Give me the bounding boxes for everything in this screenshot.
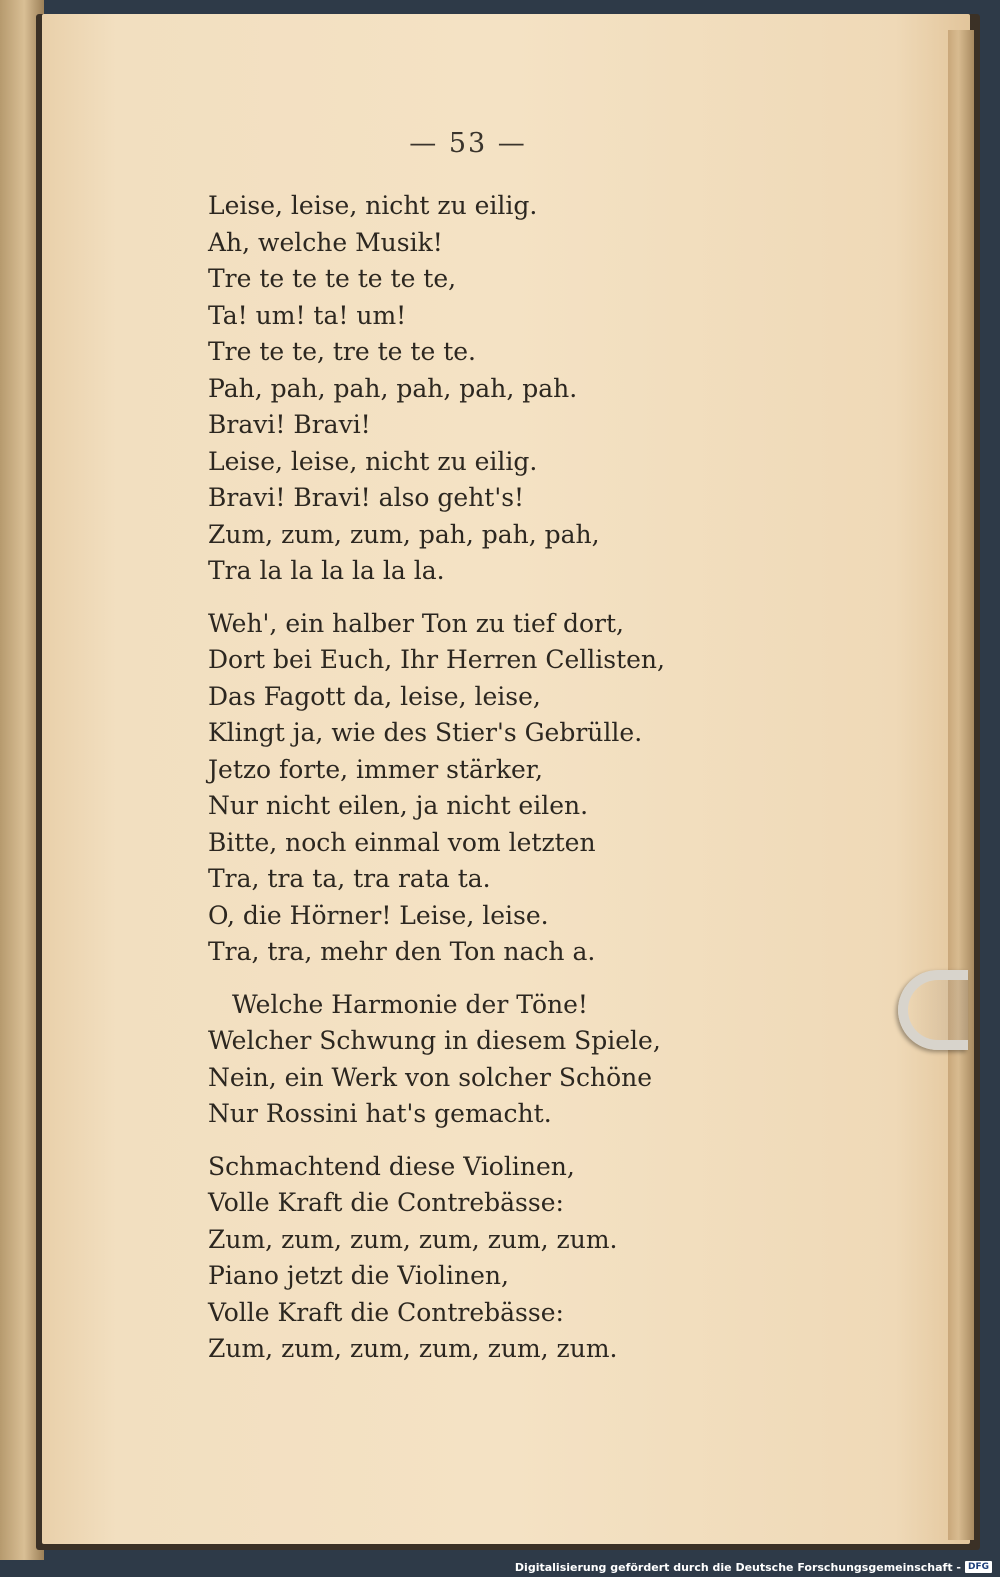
poem-line: Dort bei Euch, Ihr Herren Cellisten, bbox=[208, 645, 665, 674]
poem-line: Welcher Schwung in diesem Spiele, bbox=[208, 1026, 661, 1055]
stanza-4 bbox=[208, 1149, 928, 1368]
poem-line: Bitte, noch einmal vom letzten bbox=[208, 827, 596, 857]
poem-line: Tra, tra, mehr den Ton nach a. bbox=[208, 937, 596, 966]
poem-line: Nur Rossini hat's gemacht. bbox=[208, 1099, 552, 1128]
poem-line: O, die Hörner! Leise, leise. bbox=[208, 900, 549, 930]
digitization-credit bbox=[515, 1559, 992, 1575]
poem-line: Welche Harmonie der Töne! bbox=[232, 989, 588, 1019]
poem-line: Das Fagott da, leise, leise, bbox=[208, 681, 541, 711]
stanza-1 bbox=[208, 188, 928, 590]
stanza-2 bbox=[208, 606, 928, 971]
poem-line: Bravi! Bravi! bbox=[208, 410, 371, 439]
poem-line: Pah, pah, pah, pah, pah, pah. bbox=[208, 373, 578, 403]
poem-line: Leise, leise, nicht zu eilig. bbox=[208, 446, 538, 476]
poem-line: Zum, zum, zum, pah, pah, pah, bbox=[208, 519, 600, 549]
dfg-logo: DFG bbox=[965, 1561, 992, 1573]
poem-line: Bravi! Bravi! also geht's! bbox=[208, 483, 525, 512]
poem-line: Ta! um! ta! um! bbox=[208, 300, 407, 330]
poem-line: Piano jetzt die Violinen, bbox=[208, 1261, 509, 1290]
poem-line: Weh', ein halber Ton zu tief dort, bbox=[208, 608, 624, 638]
poem-line: Zum, zum, zum, zum, zum, zum. bbox=[208, 1334, 618, 1363]
page-stack-edge bbox=[948, 30, 974, 1540]
poem-line: Schmachtend diese Violinen, bbox=[208, 1151, 575, 1181]
poem-line: Nein, ein Werk von solcher Schöne bbox=[208, 1062, 653, 1092]
poem-line: Volle Kraft die Contrebässe: bbox=[208, 1297, 564, 1327]
poem-line: Nur nicht eilen, ja nicht eilen. bbox=[208, 791, 589, 820]
poem-line: Zum, zum, zum, zum, zum, zum. bbox=[208, 1224, 618, 1254]
poem-line: Tra la la la la la la. bbox=[208, 556, 445, 585]
stanza-3 bbox=[208, 987, 928, 1133]
poem-line: Tra, tra ta, tra rata ta. bbox=[208, 864, 491, 893]
poem-line: Tre te te te te te te, bbox=[208, 264, 457, 293]
poem-line: Ah, welche Musik! bbox=[208, 227, 443, 257]
poem-line: Tre te te, tre te te te. bbox=[208, 337, 476, 366]
poem-text bbox=[208, 188, 928, 1368]
poem-line: Leise, leise, nicht zu eilig. bbox=[208, 191, 538, 220]
poem-line: Klingt ja, wie des Stier's Gebrülle. bbox=[208, 718, 643, 747]
poem-line: Jetzo forte, immer stärker, bbox=[208, 754, 543, 784]
page-clip bbox=[898, 970, 968, 1050]
page-number: — 53 — bbox=[409, 128, 527, 159]
credit-text: Digitalisierung gefördert durch die Deutsche Forschungsgemeinschaft - bbox=[514, 1560, 961, 1574]
poem-line: Volle Kraft die Contrebässe: bbox=[208, 1188, 564, 1217]
